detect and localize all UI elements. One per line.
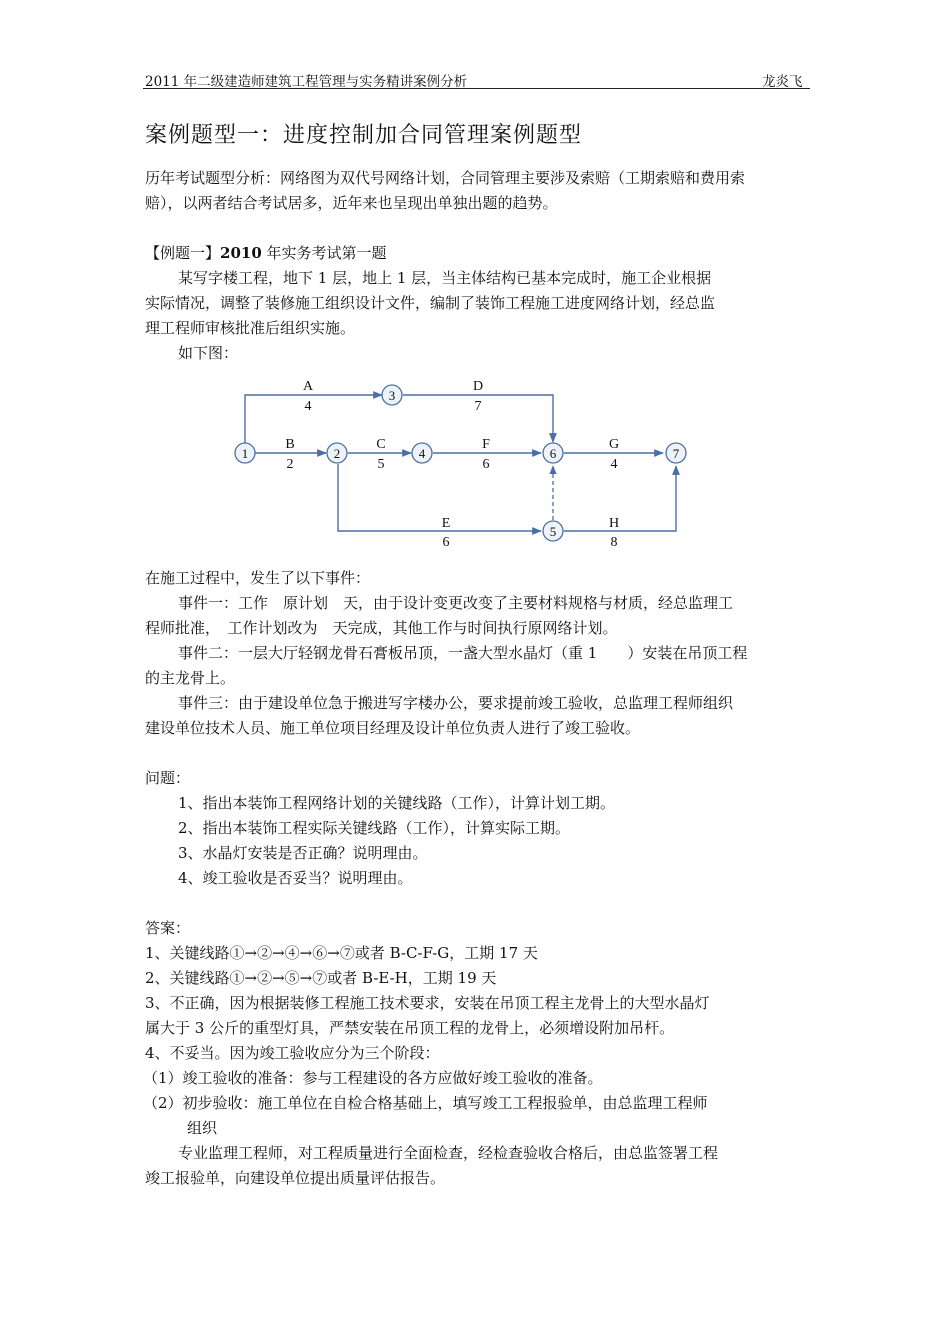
node-1-label: 1	[241, 446, 249, 461]
analysis-line-1: 历年考试题型分析：网络图为双代号网络计划，合同管理主要涉及索赔（工期索赔和费用索	[145, 169, 746, 187]
answer-3-line-1: 3、不正确，因为根据装修工程施工技术要求，安装在吊顶工程主龙骨上的大型水晶灯	[145, 994, 710, 1012]
example-heading	[145, 241, 387, 266]
node-2-label: 2	[333, 446, 341, 461]
network-diagram	[0, 370, 950, 560]
activity-C-duration: 5	[377, 457, 385, 472]
activity-G-name: G	[608, 437, 620, 452]
answer-4-stage-3-line-1: 专业监理工程师，对工程质量进行全面检查，经检查验收合格后，由总监签署工程	[178, 1144, 719, 1162]
node-6-label: 6	[549, 446, 557, 461]
answer-4: 4、不妥当。因为竣工验收应分为三个阶段：	[145, 1044, 440, 1062]
event-1-line-1: 事件一：工作 原计划 天，由于设计变更改变了主要材料规格与材质，经总监理工	[178, 594, 734, 612]
answer-3-line-2: 属大于 3 公斤的重型灯具，严禁安装在吊顶工程的龙骨上，必须增设附加吊杆。	[145, 1019, 675, 1037]
example-year: 2010	[220, 244, 262, 262]
node-3	[382, 385, 402, 405]
event-2-line-1: 事件二：一层大厅轻钢龙骨石膏板吊顶，一盏大型水晶灯（重 1 ）安装在吊顶工程	[178, 644, 748, 662]
answer-4-stage-2-line-1: （2）初步验收：施工单位在自检合格基础上，填写竣工工程报验单，由总监理工程师	[143, 1094, 708, 1112]
activity-B-duration: 2	[286, 457, 294, 472]
section-title: 案例题型一：进度控制加合同管理案例题型	[145, 123, 583, 148]
header-title: 2011 年二级建造师建筑工程管理与实务精讲案例分析	[145, 74, 468, 90]
answers-label: 答案：	[145, 919, 191, 937]
answer-4-stage-2-line-2: 组织	[187, 1119, 218, 1137]
event-1-line-2: 程师批准， 工作计划改为 天完成，其他工作与时间执行原网络计划。	[145, 619, 618, 637]
node-7	[666, 443, 686, 463]
node-3-label: 3	[388, 388, 396, 403]
arrow-E	[338, 464, 541, 531]
example-body-3: 理工程师审核批准后组织实施。	[145, 319, 356, 337]
events-intro: 在施工过程中，发生了以下事件：	[145, 569, 371, 587]
answer-4-stage-1: （1）竣工验收的准备：参与工程建设的各方应做好竣工验收的准备。	[143, 1069, 603, 1087]
node-5	[543, 521, 563, 541]
question-1: 1、指出本装饰工程网络计划的关键线路（工作），计算计划工期。	[178, 794, 616, 812]
question-2: 2、指出本装饰工程实际关键线路（工作），计算实际工期。	[178, 819, 571, 837]
arrow-H	[564, 466, 676, 531]
node-4-label: 4	[418, 446, 426, 461]
activity-A-name: A	[302, 379, 314, 394]
header-author: 龙炎飞	[762, 74, 803, 90]
analysis-line-2: 赔），以两者结合考试居多，近年来也呈现出单独出题的趋势。	[145, 194, 558, 212]
example-heading-rest: 年实务考试第一题	[261, 244, 387, 262]
example-tag: 【例题一】	[145, 244, 221, 262]
activity-E-duration: 6	[442, 535, 450, 550]
event-3-line-2: 建设单位技术人员、施工单位项目经理及设计单位负责人进行了竣工验收。	[145, 719, 641, 737]
node-4	[412, 443, 432, 463]
activity-F-duration: 6	[482, 457, 490, 472]
node-2	[327, 443, 347, 463]
questions-label: 问题：	[145, 769, 191, 787]
event-3-line-1: 事件三：由于建设单位急于搬进写字楼办公，要求提前竣工验收，总监理工程师组织	[178, 694, 734, 712]
activity-D-duration: 7	[474, 399, 482, 414]
node-7-label: 7	[672, 446, 680, 461]
activity-G-duration: 4	[610, 457, 618, 472]
node-5-label: 5	[549, 524, 557, 539]
activity-F-name: F	[482, 437, 490, 452]
answer-1: 1、关键线路①→②→④→⑥→⑦或者 B-C-F-G，工期 17 天	[145, 944, 538, 962]
question-4: 4、竣工验收是否妥当？说明理由。	[178, 869, 413, 887]
activity-C-name: C	[376, 437, 386, 452]
event-2-line-2: 的主龙骨上。	[145, 669, 236, 687]
activity-A-duration: 4	[304, 399, 312, 414]
activity-E-name: E	[441, 516, 451, 531]
answer-2: 2、关键线路①→②→⑤→⑦或者 B-E-H，工期 19 天	[145, 969, 497, 987]
figure-intro: 如下图：	[178, 344, 239, 362]
answer-4-stage-3-line-2: 竣工报验单，向建设单位提出质量评估报告。	[145, 1169, 446, 1187]
header-rule	[143, 88, 810, 89]
example-body-2: 实际情况，调整了装修施工组织设计文件，编制了装饰工程施工进度网络计划，经总监	[145, 294, 716, 312]
example-body-1: 某写字楼工程，地下 1 层，地上 1 层，当主体结构已基本完成时，施工企业根据	[178, 269, 712, 287]
node-1	[235, 443, 255, 463]
activity-B-name: B	[285, 437, 295, 452]
activity-H-duration: 8	[610, 535, 618, 550]
node-6	[543, 443, 563, 463]
question-3: 3、水晶灯安装是否正确？说明理由。	[178, 844, 428, 862]
arrow-A	[245, 395, 382, 444]
activity-H-name: H	[608, 516, 620, 531]
activity-D-name: D	[472, 379, 484, 394]
